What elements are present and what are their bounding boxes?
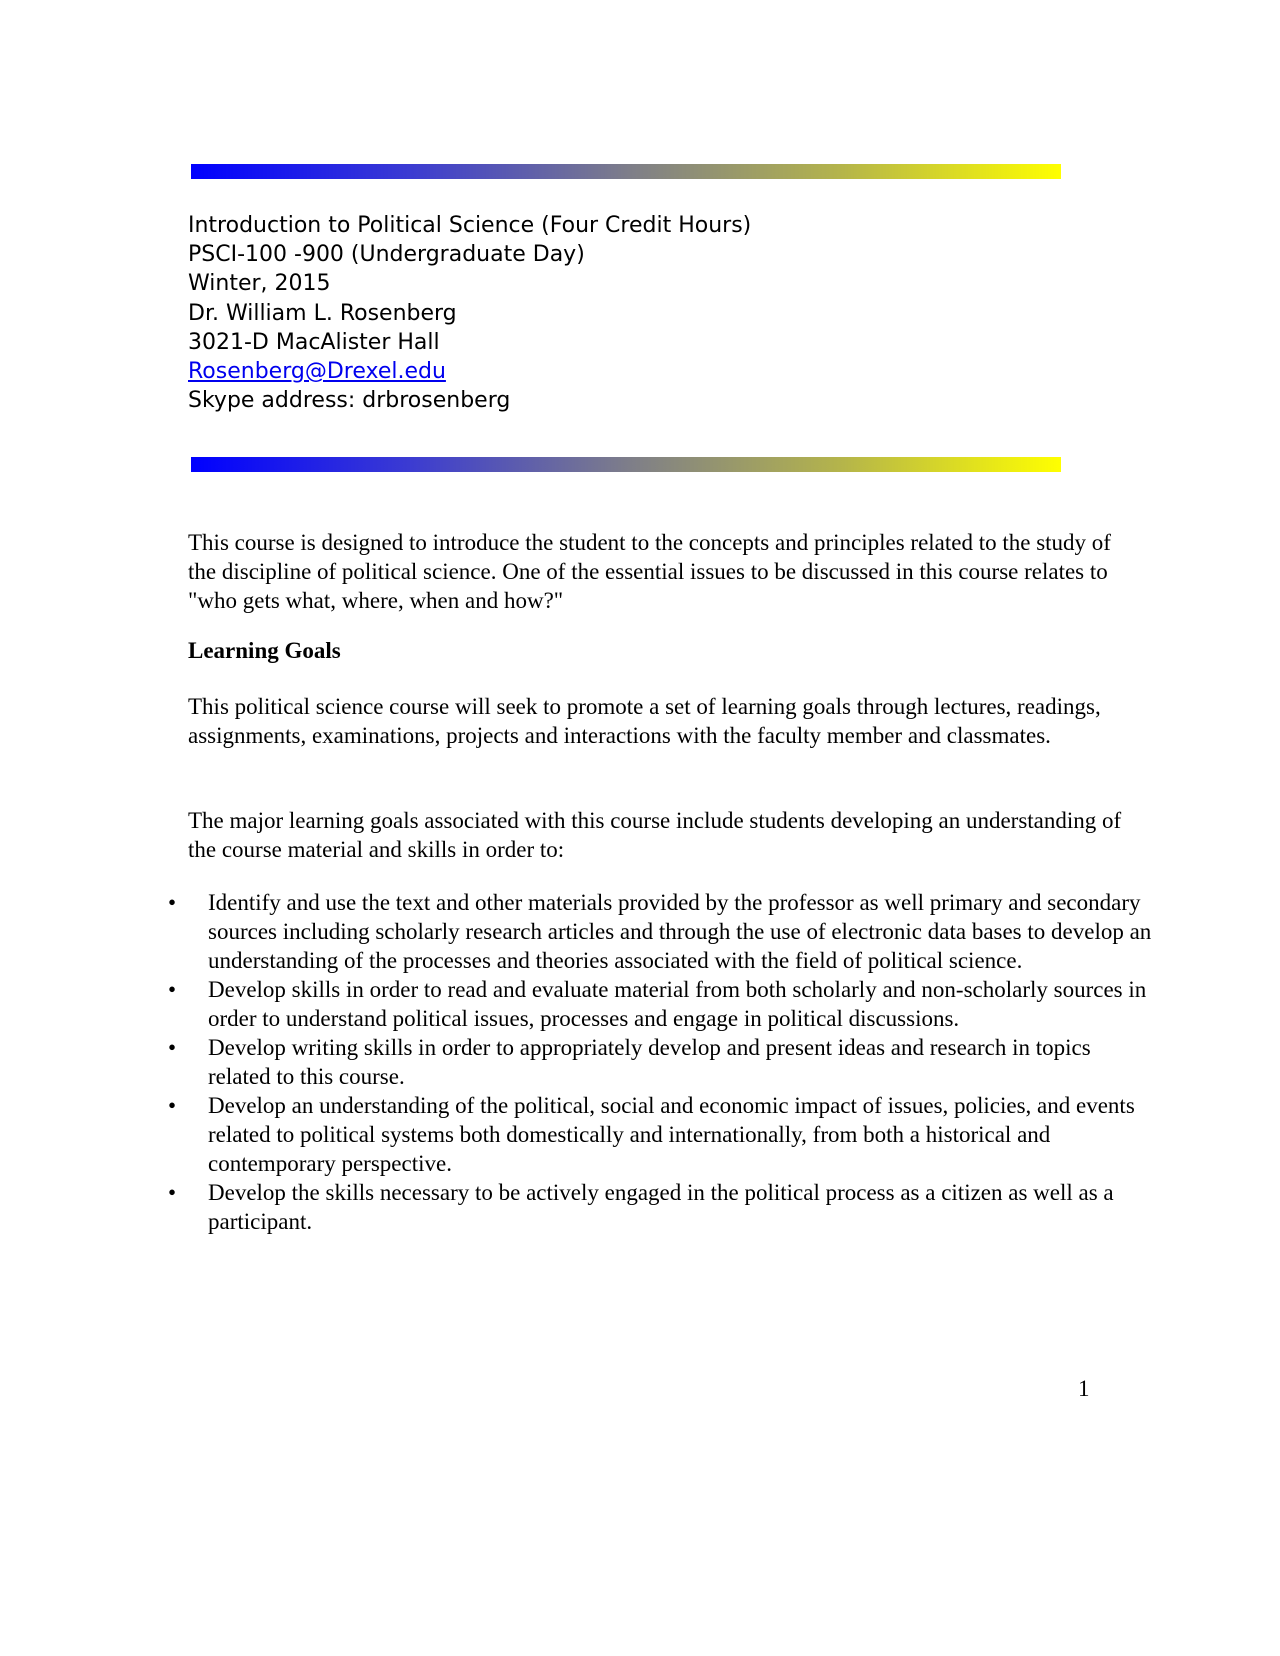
list-item bbox=[168, 888, 1153, 975]
list-item-text: Develop skills in order to read and evaluate material from both scholarly and non-scholarly sources in order to understand political issues, processes and engage in political discussions. bbox=[208, 977, 1147, 1031]
learning-goals-list bbox=[168, 888, 1153, 1236]
list-item-text: Develop an understanding of the political, social and economic impact of issues, policies, and events related to political systems both domestically and internationally, from both a historical and contemporary perspective. bbox=[208, 1093, 1135, 1176]
course-title: Introduction to Political Science (Four Credit Hours) bbox=[188, 213, 752, 238]
list-item bbox=[168, 1091, 1153, 1178]
decorative-gradient-bar-bottom bbox=[191, 457, 1061, 472]
list-item bbox=[168, 1033, 1153, 1091]
bullet-icon: • bbox=[168, 977, 177, 1002]
page-number: 1 bbox=[1078, 1376, 1090, 1401]
learning-goals-intro: This political science course will seek to promote a set of learning goals through lectures, readings, assignments, examinations, projects and interactions with the faculty member and classmates. bbox=[188, 694, 1101, 748]
list-item bbox=[168, 975, 1153, 1033]
bullet-icon: • bbox=[168, 1093, 177, 1118]
bullet-icon: • bbox=[168, 1035, 177, 1060]
course-term: Winter, 2015 bbox=[188, 271, 331, 297]
bullet-icon: • bbox=[168, 890, 177, 915]
list-item-text: Develop the skills necessary to be actively engaged in the political process as a citizen as well as a participant. bbox=[208, 1180, 1114, 1234]
email-link[interactable]: Rosenberg@Drexel.edu bbox=[188, 359, 446, 385]
course-header bbox=[188, 211, 751, 415]
learning-goals-heading: Learning Goals bbox=[188, 638, 341, 663]
instructor-name: Dr. William L. Rosenberg bbox=[188, 300, 457, 326]
list-item-text: Develop writing skills in order to appropriately develop and present ideas and research in topics related to this course. bbox=[208, 1035, 1091, 1089]
office-location: 3021-D MacAlister Hall bbox=[188, 329, 440, 355]
list-item bbox=[168, 1178, 1153, 1236]
course-code: PSCI-100 -900 (Undergraduate Day) bbox=[188, 242, 585, 268]
bullet-icon: • bbox=[168, 1180, 177, 1205]
skype-address: Skype address: drbrosenberg bbox=[188, 388, 511, 414]
course-description: This course is designed to introduce the student to the concepts and principles related to the study of the discipline of political science. One of the essential issues to be discussed in this course relates to "who gets what, where, when and how?" bbox=[188, 530, 1111, 613]
list-item-text: Identify and use the text and other materials provided by the professor as well primary and secondary sources including scholarly research articles and through the use of electronic data bases to develop an understanding of the processes and theories associated with the field of political science. bbox=[208, 890, 1152, 973]
decorative-gradient-bar-top bbox=[191, 164, 1061, 179]
learning-goals-lead-in: The major learning goals associated with this course include students developing an understanding of the course material and skills in order to: bbox=[188, 808, 1122, 862]
